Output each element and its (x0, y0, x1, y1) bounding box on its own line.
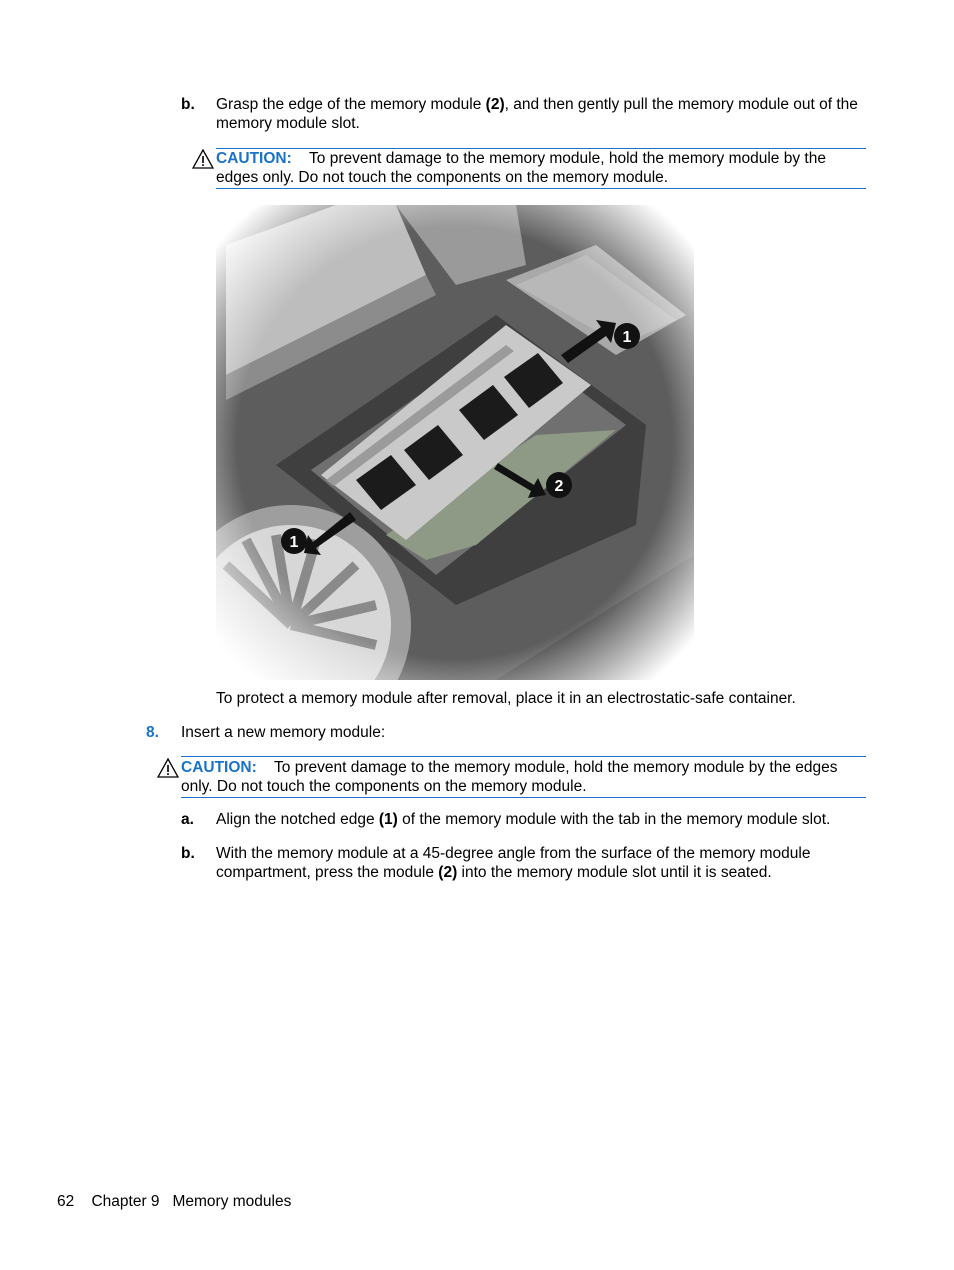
step-b-text-post: into the memory module slot until it is seated. (457, 864, 772, 881)
caution-box (216, 148, 866, 189)
step-number-8: 8. (146, 724, 159, 741)
caution-text: To prevent damage to the memory module, hold the memory module by the edges only. Do not touch the components on the memory module. (181, 759, 838, 795)
step-a-text (216, 810, 866, 829)
caution-label: CAUTION: (181, 759, 257, 776)
step-b-text-post: , and then gently pull the memory module out of the memory module slot. (216, 96, 858, 132)
step-b-text (216, 844, 856, 882)
warning-icon (192, 149, 214, 169)
step-letter-b: b. (181, 96, 195, 113)
caution-label: CAUTION: (216, 150, 292, 167)
page-footer (57, 1192, 291, 1211)
memory-module-figure (216, 205, 694, 680)
step-letter-b: b. (181, 845, 195, 862)
warning-icon (157, 758, 179, 778)
page-number: 62 (57, 1193, 75, 1210)
caution-box (181, 756, 866, 798)
step-b-ref: (2) (438, 864, 458, 881)
memory-module-illustration (216, 205, 694, 680)
chapter-label: Chapter 9 (91, 1193, 160, 1210)
caution-text: To prevent damage to the memory module, hold the memory module by the edges only. Do not touch the components on the memory module. (216, 150, 826, 186)
step-a-text-post: of the memory module with the tab in the memory module slot. (397, 811, 831, 828)
step-letter-a: a. (181, 811, 194, 828)
step-b-text (216, 95, 866, 133)
step-8-text: Insert a new memory module: (181, 724, 386, 741)
step-b-text-pre: With the memory module at a 45-degree angle from the surface of the memory module compartment, press the module (216, 845, 811, 881)
step-b-ref: (2) (485, 96, 505, 113)
section-title: Memory modules (172, 1193, 292, 1210)
step-b-text-pre: Grasp the edge of the memory module (216, 96, 486, 113)
after-removal-text: To protect a memory module after removal, place it in an electrostatic-safe container. (216, 690, 796, 707)
step-a-ref: (1) (378, 811, 398, 828)
step-a-text-pre: Align the notched edge (216, 811, 379, 828)
